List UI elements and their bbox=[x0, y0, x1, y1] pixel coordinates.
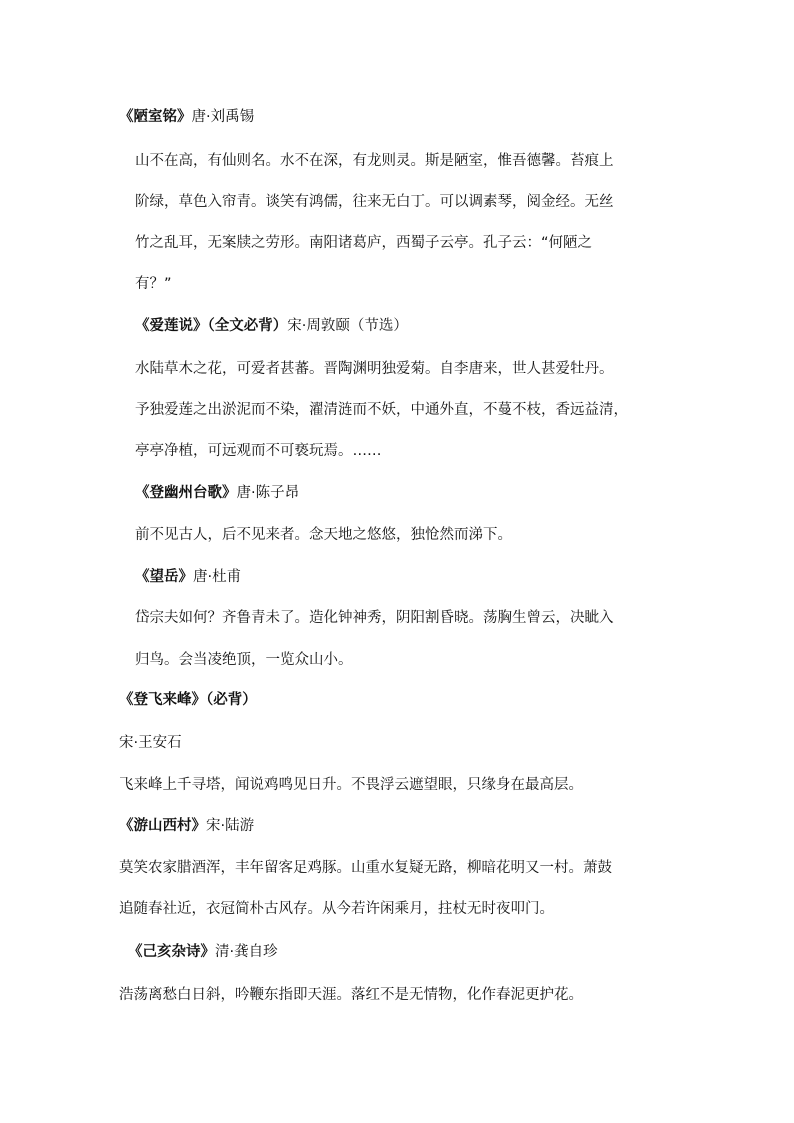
poem-title: 《爱莲说》（全文必背） bbox=[135, 318, 288, 334]
poem-line: 水陆草木之花，可爱者甚蕃。晋陶渊明独爱菊。自李唐来，世人甚爱牡丹。 bbox=[135, 361, 614, 377]
poem-author: 宋·王安石 bbox=[119, 735, 182, 751]
poem-line: 追随春社近，衣冠简朴古风存。从今若许闲乘月，拄杖无时夜叩门。 bbox=[119, 901, 554, 917]
poem-title: 《望岳》 bbox=[135, 569, 193, 585]
poem-title: 《陋室铭》 bbox=[119, 109, 192, 125]
poem-line: 岱宗夫如何？齐鲁青未了。造化钟神秀，阴阳割昏晓。荡胸生曾云，决眦入 bbox=[135, 610, 614, 626]
poem-line: 竹之乱耳，无案牍之劳形。南阳诸葛庐，西蜀子云亭。孔子云：“何陋之 bbox=[135, 235, 593, 251]
poem-line: 归鸟。会当凌绝顶，一览众山小。 bbox=[135, 652, 353, 668]
poem-line: 前不见古人，后不见来者。念天地之悠悠，独怆然而涕下。 bbox=[135, 527, 512, 543]
poem-title: 《登飞来峰》（必背） bbox=[119, 692, 257, 708]
poem-author: 宋·陆游 bbox=[206, 818, 255, 834]
poem-author: 唐·刘禹锡 bbox=[191, 109, 255, 125]
poem-line: 亭亭净植，可远观而不可亵玩焉。…… bbox=[135, 443, 382, 459]
poem-line: 莫笑农家腊酒浑，丰年留客足鸡豚。山重水复疑无路，柳暗花明又一村。萧鼓 bbox=[119, 860, 612, 876]
poem-title: 《游山西村》 bbox=[119, 818, 206, 834]
poem-heading bbox=[135, 316, 408, 336]
poem-heading bbox=[135, 567, 241, 587]
poem-author: 唐·杜甫 bbox=[193, 569, 242, 585]
poem-line: 阶绿，草色入帘青。谈笑有鸿儒，往来无白丁。可以调素琴，阅金经。无丝 bbox=[135, 194, 614, 210]
poem-title: 《己亥杂诗》 bbox=[128, 944, 215, 960]
poem-heading bbox=[119, 107, 254, 127]
poem-author: 宋·周敦颐（节选） bbox=[287, 318, 408, 334]
poem-heading bbox=[128, 942, 278, 962]
poem-line: 有？” bbox=[135, 276, 172, 292]
poem-heading bbox=[135, 483, 299, 503]
poem-heading bbox=[119, 816, 254, 836]
poem-line: 浩荡离愁白日斜，吟鞭东指即天涯。落红不是无情物，化作春泥更护花。 bbox=[119, 987, 583, 1003]
poem-line: 予独爱莲之出淤泥而不染，濯清涟而不妖，中通外直，不蔓不枝，香远益清， bbox=[135, 402, 628, 418]
poem-line: 飞来峰上千寻塔，闻说鸡鸣见日升。不畏浮云遮望眼，只缘身在最高层。 bbox=[119, 777, 583, 793]
poem-author: 清·龚自珍 bbox=[215, 944, 278, 960]
poem-line: 山不在高，有仙则名。水不在深，有龙则灵。斯是陋室，惟吾德馨。苔痕上 bbox=[135, 153, 614, 169]
poem-author: 唐·陈子昂 bbox=[236, 485, 300, 501]
poem-title: 《登幽州台歌》 bbox=[135, 485, 237, 501]
